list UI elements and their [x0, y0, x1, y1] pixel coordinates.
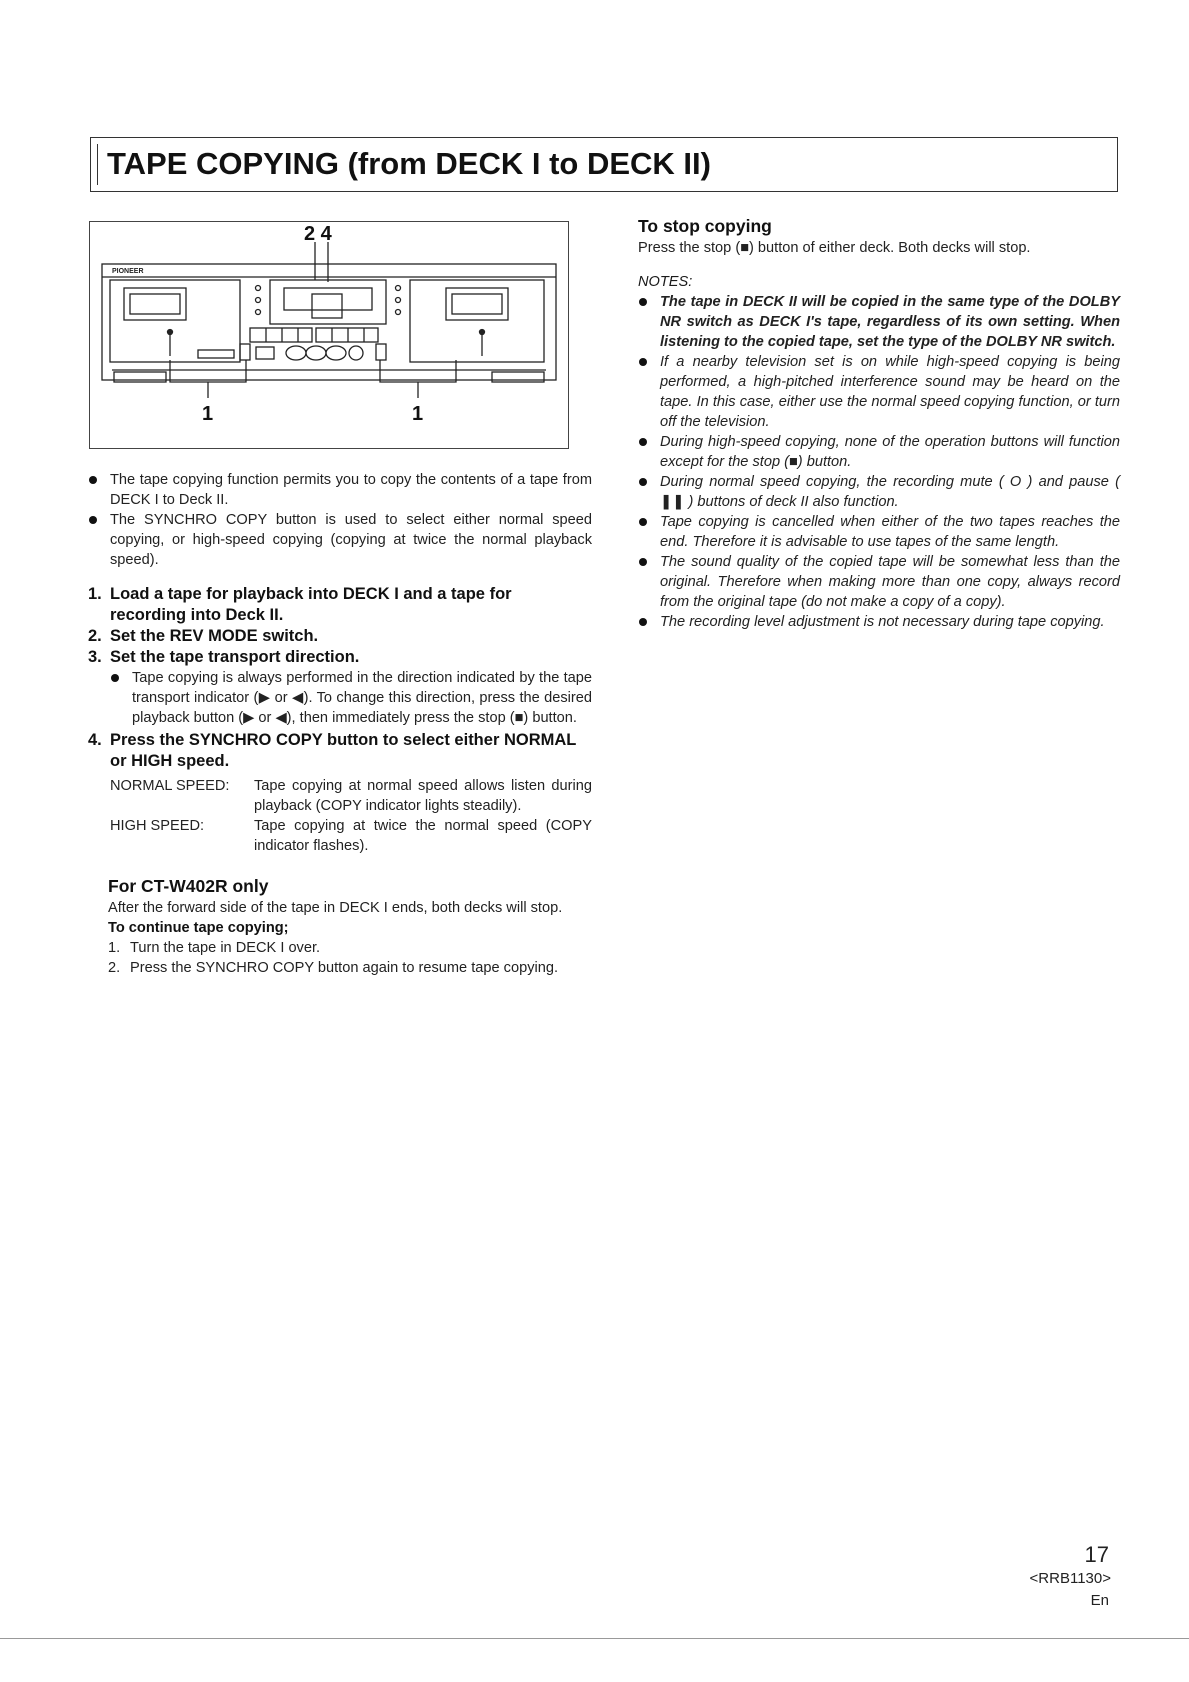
- footer-rule: [0, 1638, 1189, 1639]
- step-1: [88, 584, 592, 626]
- speed-value: Tape copying at twice the normal speed (COPY indicator flashes).: [254, 818, 592, 854]
- note-item: During normal speed copying, the recording mute ( O ) and pause ( ❚❚ ) buttons of deck II also function.: [638, 472, 1120, 512]
- right-column: [638, 214, 1120, 632]
- step-title: Load a tape for playback into DECK I and a tape for recording into Deck II.: [110, 585, 512, 624]
- steps-list: [88, 584, 592, 856]
- item-text: Press the SYNCHRO COPY button again to resume tape copying.: [130, 960, 559, 976]
- callout-left: 1: [202, 403, 214, 425]
- stop-heading: To stop copying: [638, 216, 772, 236]
- list-item: [108, 938, 592, 958]
- note-item: If a nearby television set is on while high-speed copying is being performed, a high-pitched interference sound may be heard on the tape. In this case, either use the normal speed copying function, or turn off the television.: [638, 352, 1120, 432]
- step-title: Set the REV MODE switch.: [110, 627, 319, 645]
- deck-illustration: [89, 221, 569, 449]
- page-title: TAPE COPYING (from DECK I to DECK II): [107, 146, 711, 181]
- step-title: Press the SYNCHRO COPY button to select either NORMAL or HIGH speed.: [110, 731, 577, 770]
- speed-table: [110, 776, 592, 856]
- speed-value: Tape copying at normal speed allows listen during playback (COPY indicator lights steadily).: [254, 778, 592, 814]
- table-row: [110, 776, 592, 816]
- notes-label: NOTES:: [638, 274, 693, 290]
- step-3: [88, 647, 592, 668]
- step-number: 1.: [88, 585, 102, 603]
- step-number: 2.: [88, 627, 102, 645]
- item-text: Turn the tape in DECK I over.: [130, 940, 321, 956]
- intro-bullets: [88, 470, 592, 570]
- item-number: 2.: [108, 960, 121, 976]
- speed-key: NORMAL SPEED:: [110, 778, 230, 794]
- step-3-bullets: [110, 668, 592, 728]
- step-3-bullet: Tape copying is always performed in the direction indicated by the tape transport indicator (▶ or ◀). To change this direction, press the desired playback button (▶ or ◀), then immediately press the stop (■) button.: [110, 668, 592, 728]
- page-number: 17: [1084, 1542, 1109, 1567]
- note-item: The recording level adjustment is not necessary during tape copying.: [638, 612, 1120, 632]
- step-title: Set the tape transport direction.: [110, 648, 360, 666]
- table-row: [110, 816, 592, 856]
- callout-top: 2 4: [304, 223, 332, 245]
- brand-logo: PIONEER: [112, 268, 144, 275]
- title-bar: [97, 144, 98, 185]
- step-number: 3.: [88, 648, 102, 666]
- callout-right: 1: [412, 403, 424, 425]
- list-item: [108, 958, 592, 978]
- item-number: 1.: [108, 940, 121, 956]
- title-box: [90, 137, 1118, 192]
- ctw402r-list: [108, 938, 592, 978]
- note-item: Tape copying is cancelled when either of the two tapes reaches the end. Therefore it is advisable to use tapes of the same length.: [638, 512, 1120, 552]
- note-item: During high-speed copying, none of the operation buttons will function except for the stop (■) button.: [638, 432, 1120, 472]
- deck-diagram: [90, 222, 568, 448]
- ctw402r-subheading: To continue tape copying;: [108, 920, 289, 936]
- step-4: [88, 730, 592, 772]
- stop-text: Press the stop (■) button of either deck. Both decks will stop.: [638, 240, 1031, 256]
- ctw402r-text: After the forward side of the tape in DECK I ends, both decks will stop.: [108, 900, 563, 916]
- intro-bullet: The tape copying function permits you to copy the contents of a tape from DECK I to Deck II.: [88, 470, 592, 510]
- step-2: [88, 626, 592, 647]
- ctw402r-section: [108, 874, 592, 978]
- speed-key: HIGH SPEED:: [110, 818, 205, 834]
- notes-list: [638, 292, 1120, 632]
- left-column: [88, 470, 592, 978]
- note-item: The sound quality of the copied tape will be somewhat less than the original. Therefore when making more than one copy, always record from the original tape (do not make a copy of a copy).: [638, 552, 1120, 612]
- intro-bullet: The SYNCHRO COPY button is used to select either normal speed copying, or high-speed copying (copying at twice the normal playback speed).: [88, 510, 592, 570]
- language-code: En: [1090, 1592, 1109, 1609]
- note-item: The tape in DECK II will be copied in the same type of the DOLBY NR switch as DECK I's tape, regardless of its own setting. When listening to the copied tape, set the type of the DOLBY NR switch.: [638, 292, 1120, 352]
- ctw402r-heading: For CT-W402R only: [108, 876, 269, 896]
- step-number: 4.: [88, 731, 102, 749]
- document-code: <RRB1130>: [1029, 1570, 1111, 1587]
- step-3-body: [88, 668, 592, 728]
